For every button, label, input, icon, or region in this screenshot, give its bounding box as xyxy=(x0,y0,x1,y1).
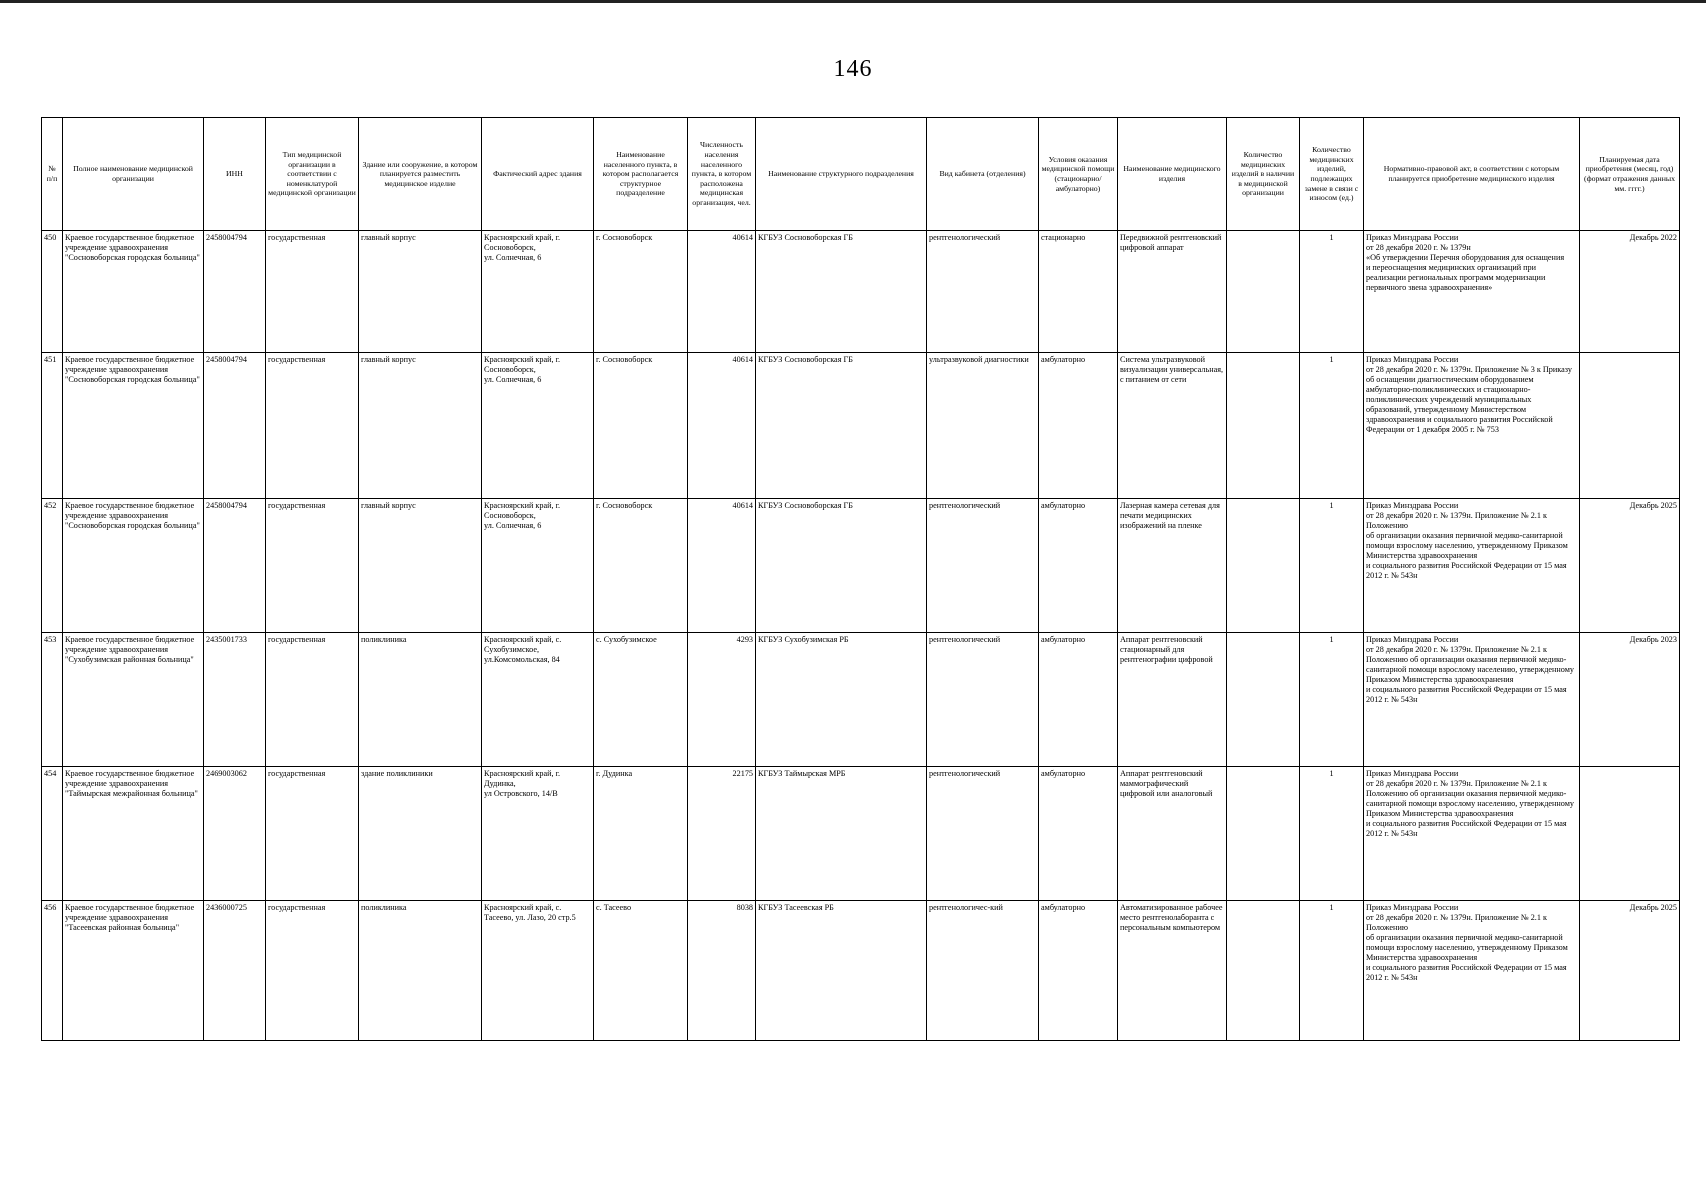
cell-device: Передвижной рентгеновский цифровой аппарат xyxy=(1118,231,1227,353)
cell-type: государственная xyxy=(266,767,359,901)
cell-population: 40614 xyxy=(688,231,756,353)
cell-type: государственная xyxy=(266,231,359,353)
cell-date: Декабрь 2025 xyxy=(1580,499,1680,633)
col-header-org: Полное наименование медицинской организации xyxy=(63,118,204,231)
cell-address: Красноярский край, с. Тасеево, ул. Лазо, 20 стр.5 xyxy=(482,901,594,1041)
cell-address: Красноярский край, г. Сосновоборск, ул. Солнечная, 6 xyxy=(482,231,594,353)
cell-settlement: г. Сосновоборск xyxy=(594,499,688,633)
cell-cabinet: рентгенологический xyxy=(927,499,1039,633)
cell-type: государственная xyxy=(266,901,359,1041)
col-header-conditions: Условия оказания медицинской помощи (стационарно/ амбулаторно) xyxy=(1039,118,1118,231)
cell-building: поликлиника xyxy=(359,633,482,767)
table-row xyxy=(42,901,1680,1041)
col-header-act: Нормативно-правовой акт, в соответствии с которым планируется приобретение медицинского изделия xyxy=(1364,118,1580,231)
cell-unit: КГБУЗ Тасеевская РБ xyxy=(756,901,927,1041)
col-header-address: Фактический адрес здания xyxy=(482,118,594,231)
table-row xyxy=(42,499,1680,633)
cell-number: 454 xyxy=(42,767,63,901)
col-header-settlement: Наименование населенного пункта, в котором располагается структурное подразделение xyxy=(594,118,688,231)
cell-inn: 2458004794 xyxy=(204,353,266,499)
cell-replace: 1 xyxy=(1300,231,1364,353)
col-header-replace: Количество медицинских изделий, подлежащих замене в связи с износом (ед.) xyxy=(1300,118,1364,231)
cell-inn: 2435001733 xyxy=(204,633,266,767)
cell-unit: КГБУЗ Сосновоборская ГБ xyxy=(756,499,927,633)
col-header-in-stock: Количество медицинских изделий в наличии в медицинской организации xyxy=(1227,118,1300,231)
cell-act: Приказ Минздрава России от 28 декабря 2020 г. № 1379н. Приложение № 3 к Приказу об оснащении диагностическим оборудованием амбулаторно-поликлинических и стационарно-поликлинических учреждений муниципальных образований, утвержденному Министерством здравоохранения и социального развития Российской Федерации от 1 декабря 2005 г. № 753 xyxy=(1364,353,1580,499)
col-header-inn: ИНН xyxy=(204,118,266,231)
cell-in-stock xyxy=(1227,633,1300,767)
cell-unit: КГБУЗ Сосновоборская ГБ xyxy=(756,353,927,499)
cell-building: главный корпус xyxy=(359,231,482,353)
page-number: 146 xyxy=(833,56,873,82)
cell-settlement: г. Дудинка xyxy=(594,767,688,901)
cell-act: Приказ Минздрава России от 28 декабря 2020 г. № 1379н. Приложение № 2.1 к Положению об организации оказания первичной медико-санитарной помощи взрослому населению, утвержденному Приказом Министерства здравоохранения и социального развития Российской Федерации от 15 мая 2012 г. № 543н xyxy=(1364,767,1580,901)
cell-act: Приказ Минздрава России от 28 декабря 2020 г. № 1379н. Приложение № 2.1 к Положению об организации оказания первичной медико-санитарной помощи взрослому населению, утвержденному Приказом Министерства здравоохранения и социального развития Российской Федерации от 15 мая 2012 г. № 543н xyxy=(1364,901,1580,1041)
cell-device: Система ультразвуковой визуализации универсальная, с питанием от сети xyxy=(1118,353,1227,499)
cell-cabinet: ультразвуковой диагностики xyxy=(927,353,1039,499)
cell-conditions: амбулаторно xyxy=(1039,633,1118,767)
cell-population: 4293 xyxy=(688,633,756,767)
cell-org: Краевое государственное бюджетное учреждение здравоохранения "Таймырская межрайонная больница" xyxy=(63,767,204,901)
cell-population: 22175 xyxy=(688,767,756,901)
cell-device: Лазерная камера сетевая для печати медицинских изображений на пленке xyxy=(1118,499,1227,633)
cell-conditions: амбулаторно xyxy=(1039,499,1118,633)
cell-number: 450 xyxy=(42,231,63,353)
cell-conditions: амбулаторно xyxy=(1039,901,1118,1041)
cell-date xyxy=(1580,767,1680,901)
cell-building: главный корпус xyxy=(359,499,482,633)
cell-address: Красноярский край, с. Сухобузимское, ул.Комсомольская, 84 xyxy=(482,633,594,767)
cell-replace: 1 xyxy=(1300,901,1364,1041)
col-header-unit: Наименование структурного подразделения xyxy=(756,118,927,231)
cell-org: Краевое государственное бюджетное учреждение здравоохранения "Сосновоборская городская больница" xyxy=(63,499,204,633)
cell-conditions: стационарно xyxy=(1039,231,1118,353)
cell-inn: 2458004794 xyxy=(204,499,266,633)
cell-org: Краевое государственное бюджетное учреждение здравоохранения "Сосновоборская городская больница" xyxy=(63,231,204,353)
cell-address: Красноярский край, г. Сосновоборск, ул. Солнечная, 6 xyxy=(482,499,594,633)
cell-number: 453 xyxy=(42,633,63,767)
cell-date: Декабрь 2022 xyxy=(1580,231,1680,353)
table-row xyxy=(42,231,1680,353)
cell-address: Красноярский край, г. Сосновоборск, ул. Солнечная, 6 xyxy=(482,353,594,499)
cell-replace: 1 xyxy=(1300,499,1364,633)
cell-population: 40614 xyxy=(688,353,756,499)
cell-in-stock xyxy=(1227,353,1300,499)
col-header-device: Наименование медицинского изделия xyxy=(1118,118,1227,231)
table-header-row xyxy=(42,118,1680,231)
cell-population: 8038 xyxy=(688,901,756,1041)
cell-number: 456 xyxy=(42,901,63,1041)
table-row xyxy=(42,633,1680,767)
cell-cabinet: рентгенологический xyxy=(927,633,1039,767)
cell-date: Декабрь 2025 xyxy=(1580,901,1680,1041)
cell-unit: КГБУЗ Таймырская МРБ xyxy=(756,767,927,901)
cell-conditions: амбулаторно xyxy=(1039,767,1118,901)
cell-settlement: с. Тасеево xyxy=(594,901,688,1041)
cell-settlement: г. Сосновоборск xyxy=(594,353,688,499)
top-border-line xyxy=(0,0,1706,3)
cell-device: Аппарат рентгеновский маммографический цифровой или аналоговый xyxy=(1118,767,1227,901)
cell-replace: 1 xyxy=(1300,767,1364,901)
cell-population: 40614 xyxy=(688,499,756,633)
cell-date: Декабрь 2023 xyxy=(1580,633,1680,767)
cell-in-stock xyxy=(1227,767,1300,901)
cell-unit: КГБУЗ Сухобузимская РБ xyxy=(756,633,927,767)
col-header-population: Численность населения населенного пункта, в котором расположена медицинская организация, чел. xyxy=(688,118,756,231)
cell-act: Приказ Минздрава России от 28 декабря 2020 г. № 1379н. Приложение № 2.1 к Положению об организации оказания первичной медико-санитарной помощи взрослому населению, утвержденному Приказом Министерства здравоохранения и социального развития Российской Федерации от 15 мая 2012 г. № 543н xyxy=(1364,499,1580,633)
cell-number: 451 xyxy=(42,353,63,499)
col-header-building: Здание или сооружение, в котором планируется разместить медицинское изделие xyxy=(359,118,482,231)
cell-building: здание поликлиники xyxy=(359,767,482,901)
cell-inn: 2458004794 xyxy=(204,231,266,353)
cell-cabinet: рентгенологичес-кий xyxy=(927,901,1039,1041)
cell-in-stock xyxy=(1227,901,1300,1041)
col-header-date: Планируемая дата приобретения (месяц, год) (формат отражения данных мм. гггг.) xyxy=(1580,118,1680,231)
cell-org: Краевое государственное бюджетное учреждение здравоохранения "Сосновоборская городская больница" xyxy=(63,353,204,499)
col-header-type: Тип медицинской организации в соответствии с номенклатурой медицинской организации xyxy=(266,118,359,231)
table-row xyxy=(42,353,1680,499)
cell-inn: 2469003062 xyxy=(204,767,266,901)
cell-act: Приказ Минздрава России от 28 декабря 2020 г. № 1379н. Приложение № 2.1 к Положению об организации оказания первичной медико-санитарной помощи взрослому населению, утвержденному Приказом Министерства здравоохранения и социального развития Российской Федерации от 15 мая 2012 г. № 543н xyxy=(1364,633,1580,767)
col-header-cabinet: Вид кабинета (отделения) xyxy=(927,118,1039,231)
cell-org: Краевое государственное бюджетное учреждение здравоохранения "Сухобузимская районная больница" xyxy=(63,633,204,767)
cell-device: Автоматизированное рабочее место рентгенолаборанта с персональным компьютером xyxy=(1118,901,1227,1041)
equipment-table xyxy=(41,117,1680,1041)
cell-in-stock xyxy=(1227,231,1300,353)
cell-device: Аппарат рентгеновский стационарный для рентгенографии цифровой xyxy=(1118,633,1227,767)
cell-type: государственная xyxy=(266,353,359,499)
cell-unit: КГБУЗ Сосновоборская ГБ xyxy=(756,231,927,353)
cell-type: государственная xyxy=(266,633,359,767)
cell-inn: 2436000725 xyxy=(204,901,266,1041)
table-row xyxy=(42,767,1680,901)
cell-act: Приказ Минздрава России от 28 декабря 2020 г. № 1379н «Об утверждении Перечня оборудования для оснащения и переоснащения медицинских организаций при реализации региональных программ модернизации первичного звена здравоохранения» xyxy=(1364,231,1580,353)
cell-address: Красноярский край, г. Дудинка, ул Островского, 14/В xyxy=(482,767,594,901)
cell-settlement: г. Сосновоборск xyxy=(594,231,688,353)
cell-building: главный корпус xyxy=(359,353,482,499)
cell-cabinet: рентгенологический xyxy=(927,231,1039,353)
cell-date xyxy=(1580,353,1680,499)
cell-building: поликлиника xyxy=(359,901,482,1041)
cell-type: государственная xyxy=(266,499,359,633)
cell-replace: 1 xyxy=(1300,633,1364,767)
cell-cabinet: рентгенологический xyxy=(927,767,1039,901)
cell-replace: 1 xyxy=(1300,353,1364,499)
cell-in-stock xyxy=(1227,499,1300,633)
cell-number: 452 xyxy=(42,499,63,633)
col-header-number: № п/п xyxy=(42,118,63,231)
cell-org: Краевое государственное бюджетное учреждение здравоохранения "Тасеевская районная больница" xyxy=(63,901,204,1041)
cell-conditions: амбулаторно xyxy=(1039,353,1118,499)
cell-settlement: с. Сухобузимское xyxy=(594,633,688,767)
